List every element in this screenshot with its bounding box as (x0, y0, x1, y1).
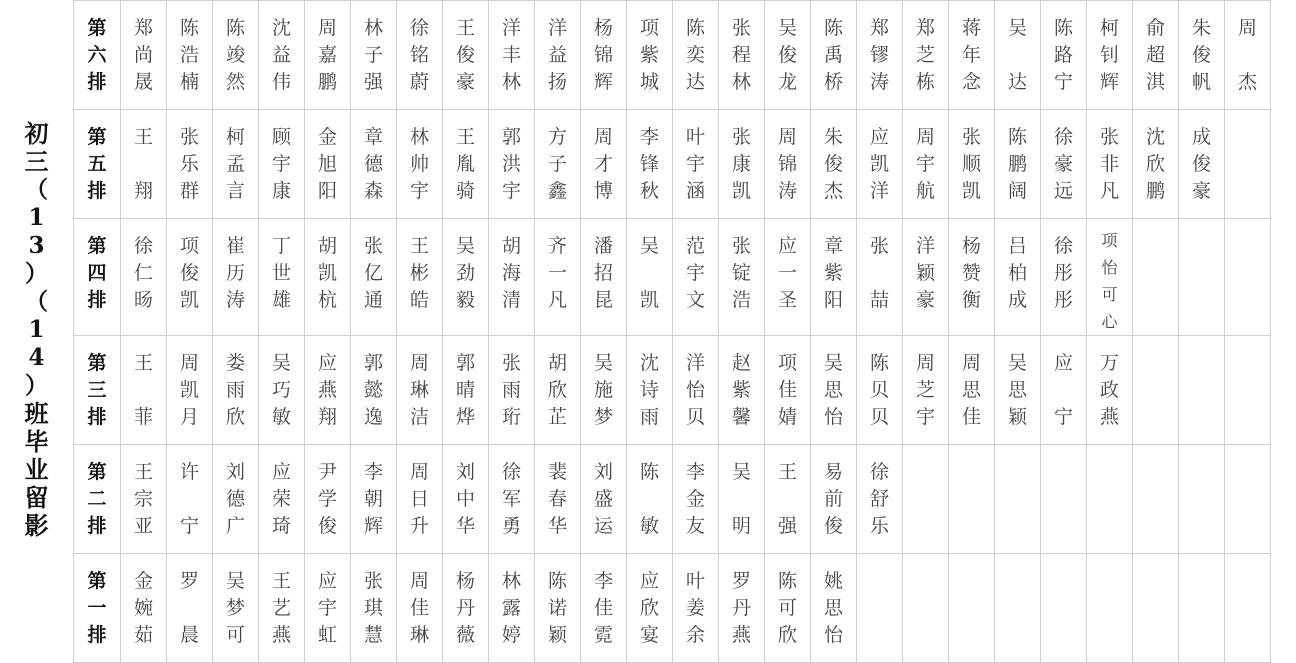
student-name-cell: 王 菲 (121, 336, 167, 445)
student-name-cell (1041, 445, 1087, 554)
student-name-cell: 刘 中 华 (443, 445, 489, 554)
student-name-cell: 项 怡 可 心 (1087, 219, 1133, 336)
student-name-cell: 吴 凯 (627, 219, 673, 336)
student-name-cell: 范 宇 文 (673, 219, 719, 336)
student-name-cell (857, 554, 903, 663)
student-name-cell (995, 554, 1041, 663)
student-name-cell: 陈 贝 贝 (857, 336, 903, 445)
student-name-cell: 王 翔 (121, 110, 167, 219)
title-char: 留 (24, 482, 49, 512)
student-name-cell: 周 凯 月 (167, 336, 213, 445)
student-name-cell (1133, 554, 1179, 663)
student-name-cell: 崔 历 涛 (213, 219, 259, 336)
row-label: 第 四 排 (74, 219, 121, 336)
student-name-cell: 杨 锦 辉 (581, 1, 627, 110)
student-name-cell: 徐 彤 彤 (1041, 219, 1087, 336)
row-label: 第 二 排 (74, 445, 121, 554)
student-name-cell: 周 杰 (1225, 1, 1271, 110)
student-name-cell: 王 艺 燕 (259, 554, 305, 663)
student-name-cell: 沈 诗 雨 (627, 336, 673, 445)
student-name-cell (1179, 219, 1225, 336)
student-name-cell: 陈 可 欣 (765, 554, 811, 663)
student-name-cell: 周 才 博 (581, 110, 627, 219)
student-name-cell: 张 乐 群 (167, 110, 213, 219)
student-name-cell (1225, 219, 1271, 336)
student-name-cell: 齐 一 凡 (535, 219, 581, 336)
student-name-cell: 陈 路 宁 (1041, 1, 1087, 110)
student-name-cell (1133, 336, 1179, 445)
student-name-cell: 万 政 燕 (1087, 336, 1133, 445)
title-char: 1 (28, 203, 45, 231)
student-name-cell: 洋 颖 豪 (903, 219, 949, 336)
student-name-cell: 应 宁 (1041, 336, 1087, 445)
row-4 (74, 336, 1271, 445)
student-name-cell: 陈 竣 然 (213, 1, 259, 110)
student-name-cell: 王 彬 皓 (397, 219, 443, 336)
row-2 (74, 110, 1271, 219)
student-name-cell (1179, 336, 1225, 445)
student-name-cell: 方 子 鑫 (535, 110, 581, 219)
student-name-cell: 姚 思 怡 (811, 554, 857, 663)
student-name-cell: 章 德 森 (351, 110, 397, 219)
student-name-cell: 裴 春 华 (535, 445, 581, 554)
student-name-cell: 杨 丹 薇 (443, 554, 489, 663)
student-name-cell (949, 445, 995, 554)
row-label: 第 六 排 (74, 1, 121, 110)
student-name-cell: 吕 柏 成 (995, 219, 1041, 336)
student-name-cell (1087, 554, 1133, 663)
student-name-cell: 周 宇 航 (903, 110, 949, 219)
row-1 (74, 1, 1271, 110)
title-char: 业 (24, 454, 49, 484)
student-name-cell: 杨 赞 衡 (949, 219, 995, 336)
student-name-cell: 陈 奕 达 (673, 1, 719, 110)
student-name-cell: 章 紫 阳 (811, 219, 857, 336)
student-name-cell: 叶 宇 涵 (673, 110, 719, 219)
student-name-cell (1041, 554, 1087, 663)
student-name-cell (1133, 445, 1179, 554)
student-name-cell: 陈 诺 颖 (535, 554, 581, 663)
student-name-cell: 丁 世 雄 (259, 219, 305, 336)
student-name-cell: 陈 鹏 阔 (995, 110, 1041, 219)
student-name-cell: 赵 紫 馨 (719, 336, 765, 445)
student-name-cell: 陈 禹 桥 (811, 1, 857, 110)
student-name-cell: 李 朝 辉 (351, 445, 397, 554)
title-char: ） (25, 371, 48, 399)
student-name-cell (1133, 219, 1179, 336)
student-name-cell: 罗 丹 燕 (719, 554, 765, 663)
student-name-cell: 潘 招 昆 (581, 219, 627, 336)
student-name-cell: 李 金 友 (673, 445, 719, 554)
student-name-cell: 应 荣 琦 (259, 445, 305, 554)
student-name-cell: 应 凯 洋 (857, 110, 903, 219)
student-name-cell: 周 锦 涛 (765, 110, 811, 219)
student-name-cell: 徐 铭 蔚 (397, 1, 443, 110)
row-label: 第 三 排 (74, 336, 121, 445)
student-name-cell: 周 日 升 (397, 445, 443, 554)
student-name-cell (903, 445, 949, 554)
student-name-cell: 柯 孟 言 (213, 110, 259, 219)
student-name-cell: 吴 劲 毅 (443, 219, 489, 336)
student-name-cell: 朱 俊 杰 (811, 110, 857, 219)
title-char: （ (25, 175, 48, 203)
student-name-cell: 陈 敏 (627, 445, 673, 554)
student-name-cell: 王 俊 豪 (443, 1, 489, 110)
student-name-cell: 张 程 林 (719, 1, 765, 110)
student-name-cell: 吴 达 (995, 1, 1041, 110)
student-name-cell: 沈 欣 鹏 (1133, 110, 1179, 219)
student-name-cell: 项 俊 凯 (167, 219, 213, 336)
student-name-cell (1179, 445, 1225, 554)
student-name-cell: 应 宇 虹 (305, 554, 351, 663)
student-name-cell: 郑 镠 涛 (857, 1, 903, 110)
student-name-cell: 李 锋 秋 (627, 110, 673, 219)
student-name-cell (1225, 110, 1271, 219)
student-name-cell: 易 前 俊 (811, 445, 857, 554)
student-name-cell: 柯 钊 辉 (1087, 1, 1133, 110)
student-name-cell: 郭 懿 逸 (351, 336, 397, 445)
title-char: 班 (24, 398, 49, 428)
student-name-cell: 陈 浩 楠 (167, 1, 213, 110)
student-name-cell: 林 露 婷 (489, 554, 535, 663)
student-name-cell: 王 胤 骑 (443, 110, 489, 219)
student-name-cell: 娄 雨 欣 (213, 336, 259, 445)
student-name-cell: 罗 晨 (167, 554, 213, 663)
student-name-cell: 张 琪 慧 (351, 554, 397, 663)
student-name-cell: 吴 梦 可 (213, 554, 259, 663)
title-char: 初 (24, 118, 49, 148)
title-char: 3 (28, 231, 45, 259)
student-name-cell: 吴 思 颖 (995, 336, 1041, 445)
student-name-cell: 徐 舒 乐 (857, 445, 903, 554)
class-roster-table (73, 0, 1271, 663)
student-name-cell (903, 554, 949, 663)
student-name-cell: 郑 芝 栋 (903, 1, 949, 110)
student-name-cell: 刘 德 广 (213, 445, 259, 554)
student-name-cell: 应 欣 宴 (627, 554, 673, 663)
student-name-cell (949, 554, 995, 663)
student-name-cell (1225, 554, 1271, 663)
student-name-cell: 郭 晴 烨 (443, 336, 489, 445)
student-name-cell: 洋 益 扬 (535, 1, 581, 110)
student-name-cell: 金 旭 阳 (305, 110, 351, 219)
student-name-cell: 郑 尚 晟 (121, 1, 167, 110)
student-name-cell: 张 康 凯 (719, 110, 765, 219)
row-label: 第 五 排 (74, 110, 121, 219)
student-name-cell: 徐 军 勇 (489, 445, 535, 554)
row-5 (74, 445, 1271, 554)
student-name-cell (1179, 554, 1225, 663)
student-name-cell: 周 思 佳 (949, 336, 995, 445)
student-name-cell: 俞 超 淇 (1133, 1, 1179, 110)
title-char: ） (25, 259, 48, 287)
student-name-cell: 李 佳 霓 (581, 554, 627, 663)
student-name-cell: 吴 思 怡 (811, 336, 857, 445)
student-name-cell: 叶 姜 余 (673, 554, 719, 663)
student-name-cell: 许 宁 (167, 445, 213, 554)
student-name-cell: 郭 洪 宇 (489, 110, 535, 219)
student-name-cell: 胡 欣 芷 (535, 336, 581, 445)
student-name-cell (1087, 445, 1133, 554)
student-name-cell: 张 锭 浩 (719, 219, 765, 336)
student-name-cell: 应 一 圣 (765, 219, 811, 336)
title-char: 毕 (24, 426, 49, 456)
student-name-cell: 顾 宇 康 (259, 110, 305, 219)
student-name-cell (1225, 445, 1271, 554)
student-name-cell: 胡 凯 杭 (305, 219, 351, 336)
student-name-cell: 林 子 强 (351, 1, 397, 110)
student-name-cell: 项 紫 城 (627, 1, 673, 110)
row-6 (74, 554, 1271, 663)
row-label: 第 一 排 (74, 554, 121, 663)
student-name-cell: 徐 仁 旸 (121, 219, 167, 336)
student-name-cell: 王 强 (765, 445, 811, 554)
student-name-cell: 尹 学 俊 (305, 445, 351, 554)
student-name-cell: 胡 海 清 (489, 219, 535, 336)
student-name-cell: 周 芝 宇 (903, 336, 949, 445)
student-name-cell: 蒋 年 念 (949, 1, 995, 110)
student-name-cell: 张 顺 凯 (949, 110, 995, 219)
student-name-cell: 张 喆 (857, 219, 903, 336)
title-char: （ (25, 287, 48, 315)
student-name-cell: 洋 丰 林 (489, 1, 535, 110)
title-char: 1 (28, 315, 45, 343)
student-name-cell: 林 帅 宇 (397, 110, 443, 219)
student-name-cell: 吴 俊 龙 (765, 1, 811, 110)
student-name-cell: 洋 怡 贝 (673, 336, 719, 445)
student-name-cell: 周 琳 洁 (397, 336, 443, 445)
student-name-cell: 应 燕 翔 (305, 336, 351, 445)
student-name-cell (1225, 336, 1271, 445)
student-name-cell: 刘 盛 运 (581, 445, 627, 554)
row-3 (74, 219, 1271, 336)
student-name-cell: 沈 益 伟 (259, 1, 305, 110)
student-name-cell: 吴 巧 敏 (259, 336, 305, 445)
student-name-cell: 王 宗 亚 (121, 445, 167, 554)
student-name-cell: 朱 俊 帆 (1179, 1, 1225, 110)
student-name-cell: 项 佳 婧 (765, 336, 811, 445)
student-name-cell: 张 非 凡 (1087, 110, 1133, 219)
student-name-cell (995, 445, 1041, 554)
page-title (0, 0, 73, 659)
student-name-cell: 周 佳 琳 (397, 554, 443, 663)
title-char: 4 (28, 343, 45, 371)
title-char: 影 (24, 510, 49, 540)
student-name-cell: 张 亿 通 (351, 219, 397, 336)
student-name-cell: 成 俊 豪 (1179, 110, 1225, 219)
student-name-cell: 徐 豪 远 (1041, 110, 1087, 219)
title-char: 三 (24, 146, 49, 176)
student-name-cell: 周 嘉 鹏 (305, 1, 351, 110)
student-name-cell: 金 婉 茹 (121, 554, 167, 663)
student-name-cell: 吴 明 (719, 445, 765, 554)
student-name-cell: 张 雨 珩 (489, 336, 535, 445)
student-name-cell: 吴 施 梦 (581, 336, 627, 445)
